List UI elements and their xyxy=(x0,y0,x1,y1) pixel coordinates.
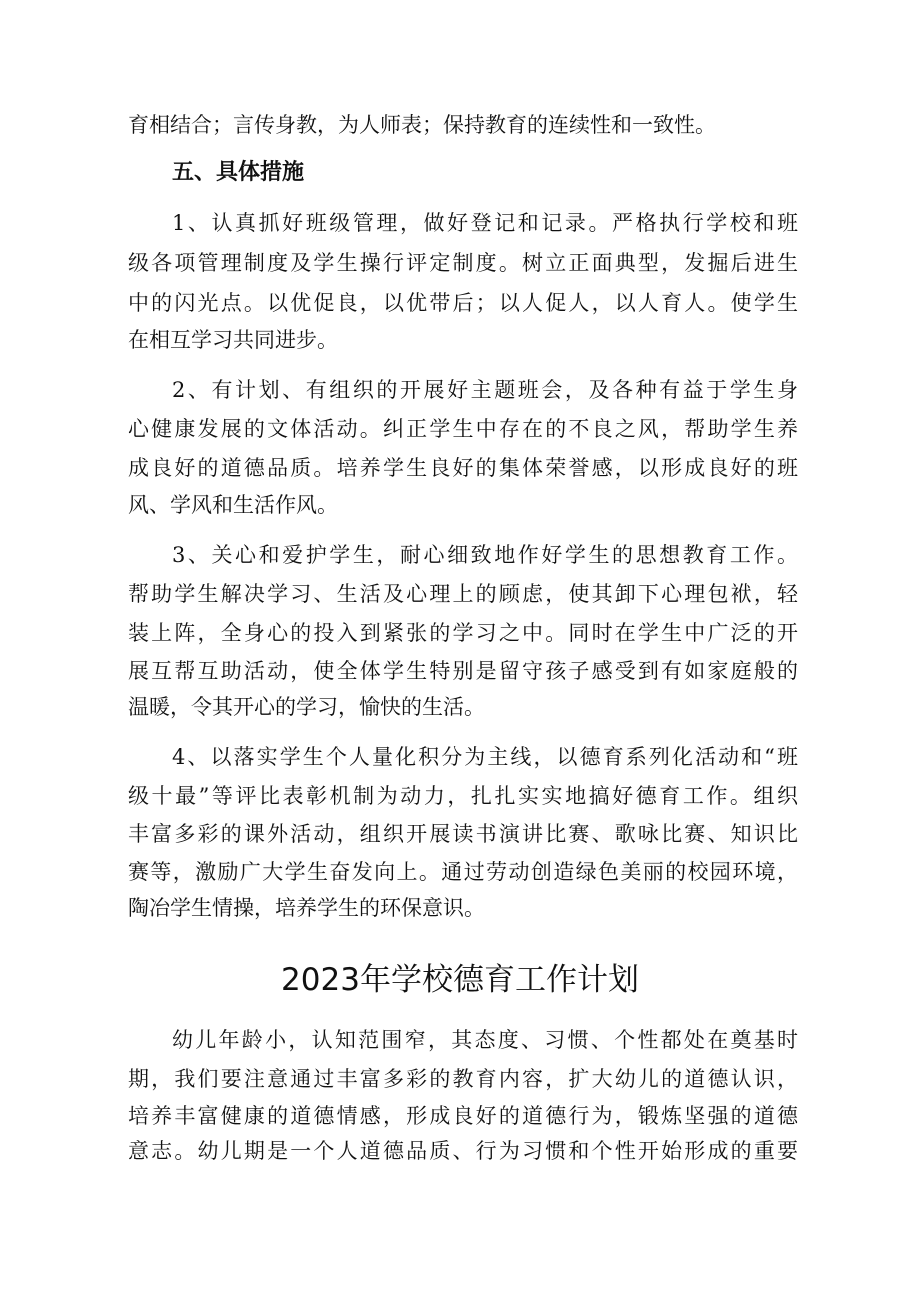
paragraph-line: 展互帮互助活动，使全体学生特别是留守孩子感受到有如家庭般的 xyxy=(128,659,798,683)
paragraph-line: 3、关心和爱护学生，耐心细致地作好学生的思想教育工作。 xyxy=(172,543,798,567)
paragraph-line: 赛等，激励广大学生奋发向上。通过劳动创造绿色美丽的校园环境， xyxy=(128,860,798,884)
paragraph-line: 丰富多彩的课外活动，组织开展读书演讲比赛、歌咏比赛、知识比 xyxy=(128,822,798,846)
paragraph-line: 培养丰富健康的道德情感，形成良好的道德行为，锻炼坚强的道德 xyxy=(128,1104,798,1128)
paragraph-line: 意志。幼儿期是一个人道德品质、行为习惯和个性开始形成的重要 xyxy=(128,1139,798,1163)
document-title: 2023年学校德育工作计划 xyxy=(281,962,639,998)
paragraph-line: 级各项管理制度及学生操行评定制度。树立正面典型，发掘后进生 xyxy=(128,251,798,275)
paragraph-line: 期，我们要注意通过丰富多彩的教育内容，扩大幼儿的道德认识， xyxy=(128,1067,798,1091)
paragraph-line: 中的闪光点。以优促良，以优带后；以人促人，以人育人。使学生 xyxy=(128,291,798,315)
paragraph-line: 装上阵，全身心的投入到紧张的学习之中。同时在学生中广泛的开 xyxy=(128,621,798,645)
paragraph-line: 风、学风和生活作风。 xyxy=(128,493,338,517)
paragraph-line: 温暖，令其开心的学习，愉快的生活。 xyxy=(128,695,485,719)
section-heading: 五、具体措施 xyxy=(172,160,305,185)
paragraph-line: 级十最”等评比表彰机制为动力，扎扎实实地搞好德育工作。组织 xyxy=(128,784,798,808)
paragraph-line: 1、认真抓好班级管理，做好登记和记录。严格执行学校和班 xyxy=(172,211,798,235)
paragraph-line: 心健康发展的文体活动。纠正学生中存在的不良之风，帮助学生养 xyxy=(128,417,798,441)
paragraph-line: 陶冶学生情操，培养学生的环保意识。 xyxy=(128,896,485,920)
paragraph-line: 成良好的道德品质。培养学生良好的集体荣誉感，以形成良好的班 xyxy=(128,456,798,480)
paragraph-line: 2、有计划、有组织的开展好主题班会，及各种有益于学生身 xyxy=(172,378,798,402)
paragraph-tail-line: 育相结合；言传身教，为人师表；保持教育的连续性和一致性。 xyxy=(128,113,716,137)
paragraph-line: 帮助学生解决学习、生活及心理上的顾虑，使其卸下心理包袱，轻 xyxy=(128,582,798,606)
paragraph-line: 幼儿年龄小，认知范围窄，其态度、习惯、个性都处在奠基时 xyxy=(172,1028,798,1052)
paragraph-line: 在相互学习共同进步。 xyxy=(128,328,338,352)
paragraph-line: 4、以落实学生个人量化积分为主线，以德育系列化活动和“班 xyxy=(172,745,798,769)
